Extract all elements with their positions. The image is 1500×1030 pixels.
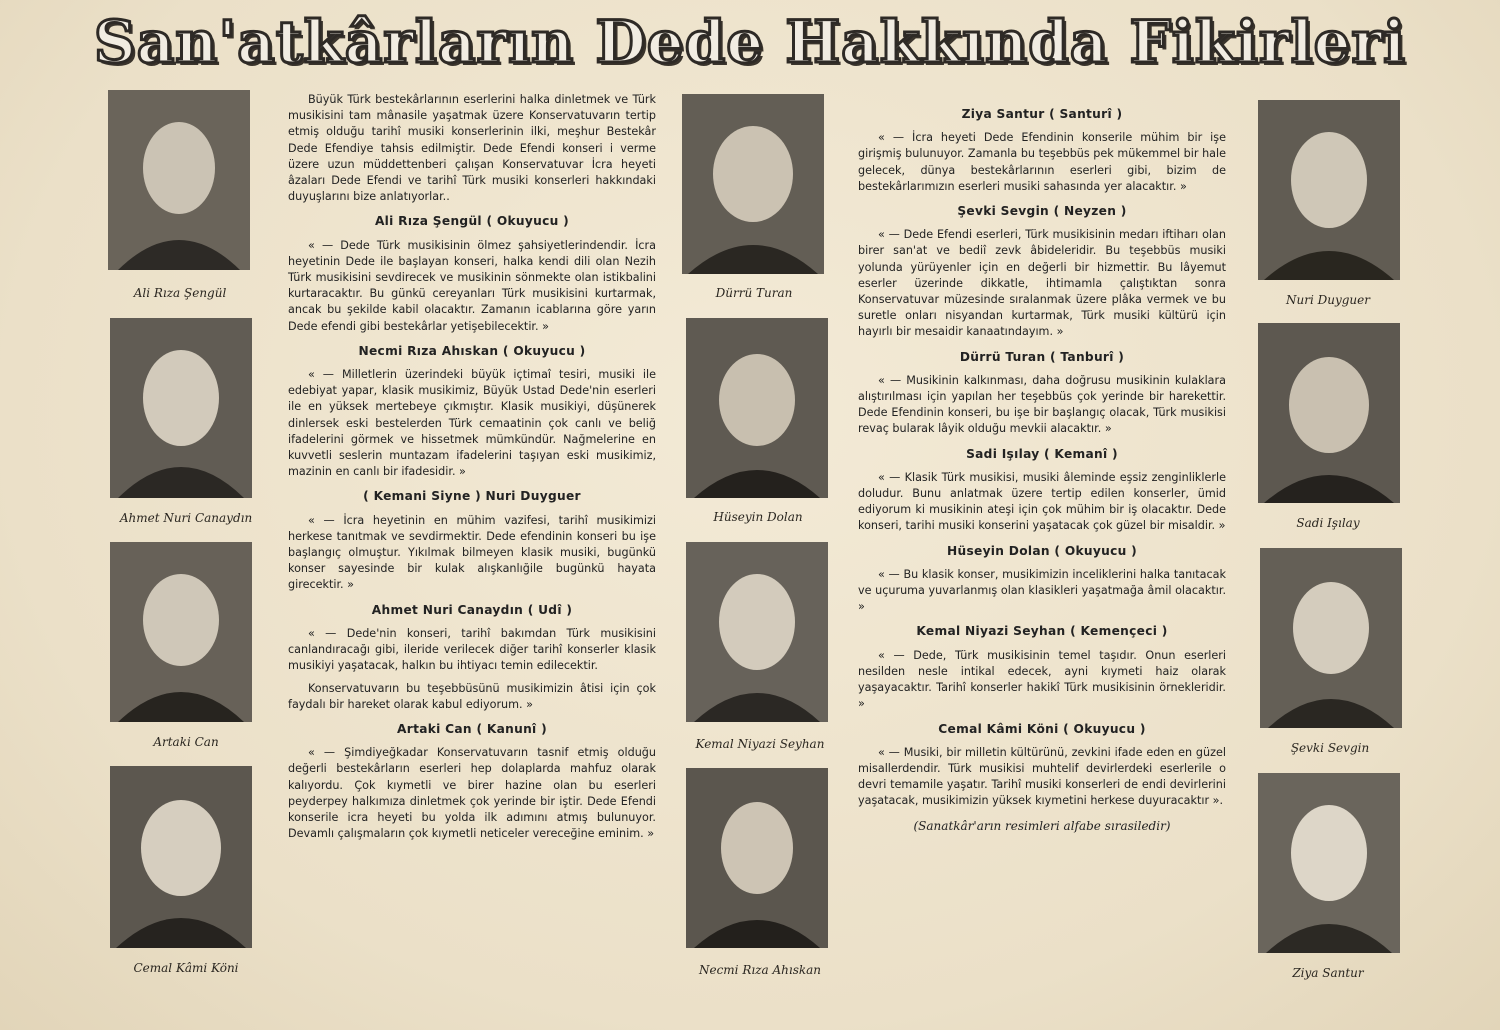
section-heading: Artaki Can ( Kanunî ) [397, 721, 547, 736]
section-heading: Necmi Rıza Ahıskan ( Okuyucu ) [358, 343, 586, 358]
page-title: San'atkârların Dede Hakkında Fikirleri [93, 8, 1407, 76]
footnote: (Sanatkâr'arın resimleri alfabe sırasiledir) [913, 818, 1171, 833]
portrait-caption: Ziya Santur [1292, 966, 1364, 980]
section-heading: Ahmet Nuri Canaydın ( Udî ) [371, 602, 573, 617]
section-text: « — Bu klasik konser, musikimizin inceliklerini halka tanıtacak ve uçuruma yuvarlanmış olan klasikleri yaşatmağa âmil olacaktır. » [858, 567, 1226, 614]
portrait-photo [108, 90, 250, 270]
section-heading: Hüseyin Dolan ( Okuyucu ) [946, 543, 1138, 558]
section-heading: Kemal Niyazi Seyhan ( Kemençeci ) [916, 624, 1168, 639]
section-text: « — Milletlerin üzerindeki büyük içtimaî tesiri, musiki ile edebiyat yapar, klasik musikimiz, Büyük Ustad Dede'nin eserleri ile en yüksek mertebeye çıkmıştır. Klasik musikiyi, düşünerek dinlersek eski bestelerden Türk cemaatinin çok canlı ve beliğ ifadelerini görmek ve hissetmek mümkündür. Nağmelerine en kuvvetli seslerin muntazam ifadelerini taşıyan eski musikimiz, mazinin en canlı bir ifadesidir. » [288, 368, 656, 479]
portrait-photo [1260, 548, 1402, 728]
section-text: « — İcra heyeti Dede Efendinin konserile mühim bir işe girişmiş bulunuyor. Zamanla bu teşebbüs pek mükemmel bir hale gelecek, dünya bestekârlarının eserleri gibi, bizim de bestekârlarımızın eserleri musiki sahasında yer alacaktır. » [858, 131, 1226, 193]
text-column-left [288, 92, 656, 848]
section-heading: Sadi Işılay ( Kemanî ) [966, 446, 1118, 461]
text-column-right [858, 98, 1226, 834]
portrait-caption: Sadi Işılay [1296, 516, 1360, 530]
portrait-photo [110, 318, 252, 498]
portrait-photo [682, 94, 824, 274]
section-text: « — İcra heyetinin en mühim vazifesi, tarihî musikimizi herkese tanıtmak ve sevdirmektir. Dede efendinin konseri bu işe başlangıç olmuştur. Yıkılmak bilmeyen klasik musiki, bugünkü konser sayesinde bir kulak alışkanlığile bugünkü hayata girecektir. » [288, 513, 656, 592]
portrait-caption: Necmi Rıza Ahıskan [698, 963, 822, 977]
portrait-photo [686, 542, 828, 722]
portrait-photo [110, 766, 252, 948]
section-heading: Cemal Kâmi Köni ( Okuyucu ) [938, 721, 1146, 736]
section-text: « — Dede'nin konseri, tarihî bakımdan Türk musikisini canlandıracağı gibi, ileride verilecek diğer tarihî konserler klasik musikiyi yaşatacak, halkın bu ihtiyacı temin edilecektir. [288, 626, 656, 673]
portrait-caption: Hüseyin Dolan [713, 510, 803, 524]
portrait-caption: Şevki Sevgin [1290, 741, 1370, 755]
portrait-photo [1258, 323, 1400, 503]
portrait-photo [1258, 100, 1400, 280]
portrait-caption: Nuri Duyguer [1286, 293, 1370, 307]
portrait-caption: Kemal Niyazi Seyhan [695, 737, 825, 751]
portrait-photo [110, 542, 252, 722]
section-text: Konservatuvarın bu teşebbüsünü musikimizin âtisi için çok faydalı bir hareket olarak kabul ediyorum. » [288, 681, 656, 711]
section-text: « — Musikinin kalkınması, daha doğrusu musikinin kulaklara alıştırılması için yapılan her teşebbüs çok yerinde bir harekettir. Dede Efendinin konseri, bu işe bir başlangıç olacak, Türk musikisi revaç bularak lâyik olduğu mevkii alacaktır. » [858, 373, 1226, 436]
section-text: « — Dede, Türk musikisinin temel taşıdır. Onun eserleri nesilden nesle intikal edecek, ayni kıymeti haiz olarak yaşayacaktır. Tarihî konserler hakikî Türk musikisinin örnekleridir. » [858, 648, 1226, 711]
portrait-caption: Ahmet Nuri Canaydın [119, 511, 253, 525]
portrait-photo [686, 318, 828, 498]
section-heading: Ali Rıza Şengül ( Okuyucu ) [374, 214, 570, 229]
section-heading: Ziya Santur ( Santurî ) [961, 107, 1123, 121]
portrait-photo [1258, 773, 1400, 953]
portrait-caption: Ali Rıza Şengül [133, 286, 227, 300]
portrait-photo [686, 768, 828, 948]
intro-paragraph: Büyük Türk bestekârlarının eserlerini halka dinletmek ve Türk musikisini tam mânasile yaşatmak üzere Konservatuvarın tertip etmiş olduğu tarihî musiki konserlerinin ilki, meşhur Bestekâr Dede Efendiye tahsis edilmiştir. Dede Efendi konseri i verme üzere uzun müddettenberi çalışan Konservatuvar İcra heyeti âzaları Dede Efendi ve tarihî Türk musiki konserleri hakkındaki duyuşlarını bize anlatıyorlar.. [288, 93, 656, 204]
section-heading: Dürrü Turan ( Tanburî ) [959, 349, 1125, 364]
section-text: « — Dede Türk musikisinin ölmez şahsiyetlerindendir. İcra heyetinin Dede ile başlayan konseri, halka kendi dili olan Nezih Türk musikisini sevdirecek ve musikinin sönmekte olan istikbalini kurtaracaktır. Bu günkü cereyanları Türk musikisini kurtarmak, ancak bu şekilde kabil olacaktır. Zamanın icablarına göre yarın Dede efendi gibi bestekârlar yetişebilecektir. » [288, 238, 656, 333]
portrait-caption: Cemal Kâmi Köni [133, 961, 239, 975]
section-text: « — Şimdiyeğkadar Konservatuvarın tasnif etmiş olduğu değerli bestekârların eserleri hep dolaplarda mahfuz olarak kalıyordu. Çok kıymetli ve birer hazine olan bu eserleri peyderpey halkımıza dinletmek çok yerinde bir iştir. Dede Efendi konserile icra heyeti bu yolda ilk adımını atmış bulunuyor. Devamlı çalışmaların çok kıymetli neticeler vereceğine eminim. » [288, 746, 656, 841]
section-heading: ( Kemani Siyne ) Nuri Duyguer [363, 489, 581, 504]
portrait-caption: Dürrü Turan [715, 286, 793, 300]
section-text: « — Dede Efendi eserleri, Türk musikisinin medarı iftiharı olan birer san'at ve bediî zevk âbideleridir. Bu teşebbüs musiki yolunda yürüyenler için en değerli bir hizmettir. Bu lâyemut eserler üzerinde dikkatle, ihtimamla çalıştıktan sonra Konservatuvar müzesinde sıralanmak üzere plâka vermek ve bu suretle onları nisyandan kurtarmak, Türk musiki kültürü için hayırlı bir mesaidir kanaatındayım. » [858, 228, 1226, 339]
portrait-caption: Artaki Can [153, 735, 219, 749]
section-heading: Şevki Sevgin ( Neyzen ) [957, 204, 1127, 219]
section-text: « — Klasik Türk musikisi, musiki âleminde eşsiz zenginliklerle doludur. Bunu anlatmak üzere tertip edilen konserler, ümid ediyorum ki musikinin ateşi için çok mühim bir iş olacaktır. Dede konseri, tarihi musiki konserini yaşatacak çok güzel bir misaldir. » [858, 470, 1226, 533]
section-text: « — Musiki, bir milletin kültürünü, zevkini ifade eden en güzel misallerdendir. Türk musikisi muhtelif devirlerdeki eserlerile o devri temamile yaşatır. Tarihî musiki konserleri de endi devirlerini yaşatacak, musikimizin yüksek kıymetini herkese duyuracaktır ». [858, 745, 1226, 808]
